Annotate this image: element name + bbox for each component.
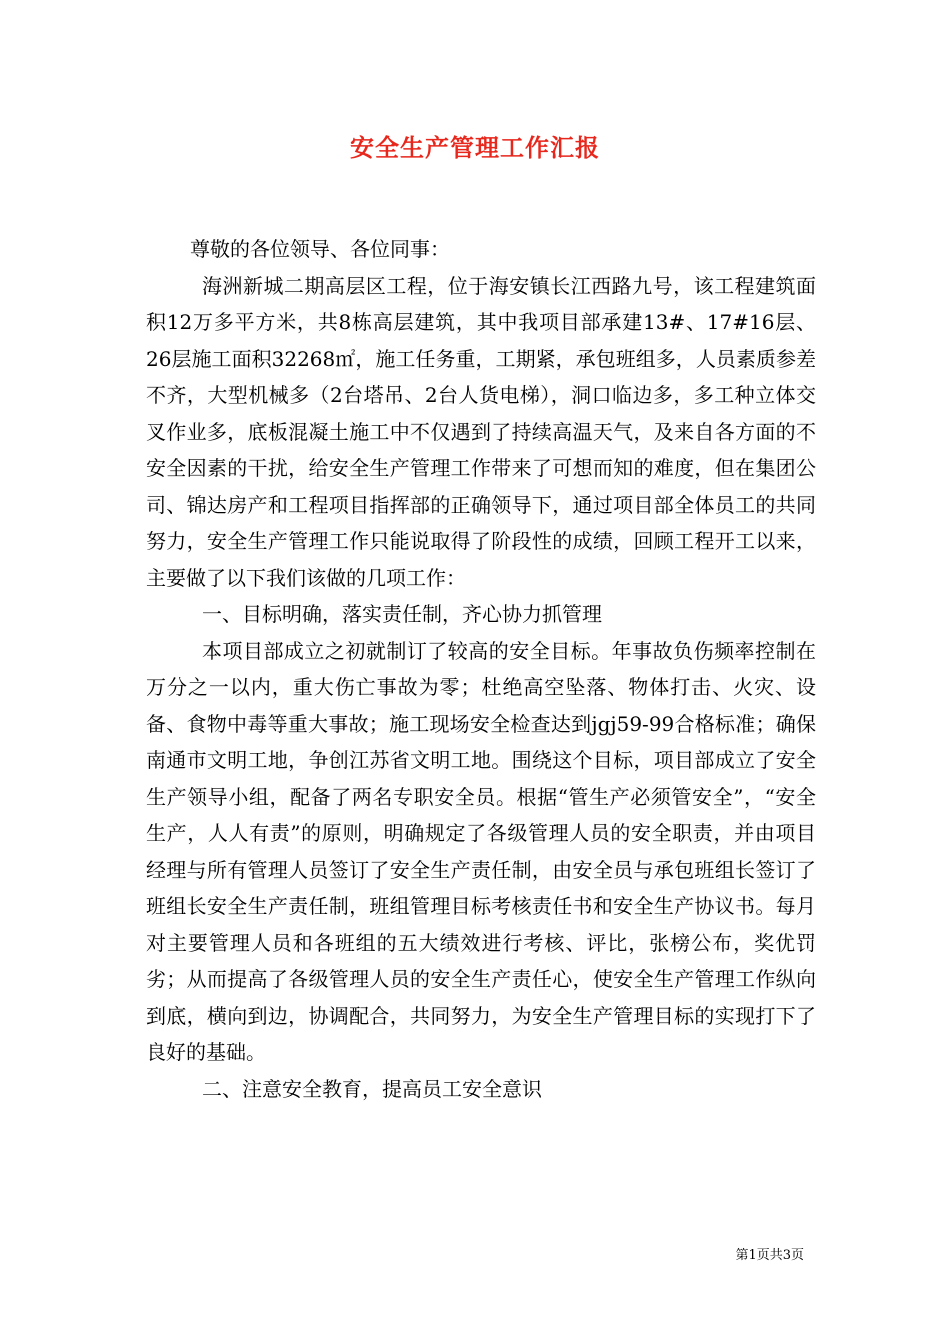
salutation: 尊敬的各位领导、各位同事：: [190, 237, 450, 261]
page-number: 第1页共3页: [735, 1248, 804, 1263]
document-body: [146, 231, 816, 1107]
intro-paragraph: 海洲新城二期高层区工程，位于海安镇长江西路九号，该工程建筑面积12万多平方米，共8栋高层建筑，其中我项目部承建13#、17#16层、26层施工面积32268㎡，施工任务重，工期紧，承包班组多，人员素质参差不齐，大型机械多（2台塔吊、2台人货电梯），洞口临边多，多工种立体交叉作业多，底板混凝土施工中不仅遇到了持续高温天气，及来自各方面的不安全因素的干扰，给安全生产管理工作带来了可想而知的难度，但在集团公司、锦达房产和工程项目指挥部的正确领导下，通过项目部全体员工的共同努力，安全生产管理工作只能说取得了阶段性的成绩，回顾工程开工以来，主要做了以下我们该做的几项工作：: [146, 273, 816, 590]
document-title: 安全生产管理工作汇报: [350, 133, 600, 162]
section-paragraph-1: 本项目部成立之初就制订了较高的安全目标。年事故负伤频率控制在万分之一以内，重大伤亡事故为零；杜绝高空坠落、物体打击、火灾、设备、食物中毒等重大事故；施工现场安全检查达到jgj59-99合格标准；确保南通市文明工地，争创江苏省文明工地。围绕这个目标，项目部成立了安全生产领导小组，配备了两名专职安全员。根据“管生产必须管安全”，“安全生产，人人有责”的原则，明确规定了各级管理人员的安全职责，并由项目经理与所有管理人员签订了安全生产责任制，由安全员与承包班组长签订了班组长安全生产责任制，班组管理目标考核责任书和安全生产协议书。每月对主要管理人员和各班组的五大绩效进行考核、评比，张榜公布，奖优罚劣；从而提高了各级管理人员的安全生产责任心，使安全生产管理工作纵向到底，横向到边，协调配合，共同努力，为安全生产管理目标的实现打下了良好的基础。: [146, 638, 816, 1064]
section-heading-1: 一、目标明确，落实责任制，齐心协力抓管理: [202, 602, 602, 626]
section-heading-2: 二、注意安全教育，提高员工安全意识: [202, 1076, 542, 1101]
